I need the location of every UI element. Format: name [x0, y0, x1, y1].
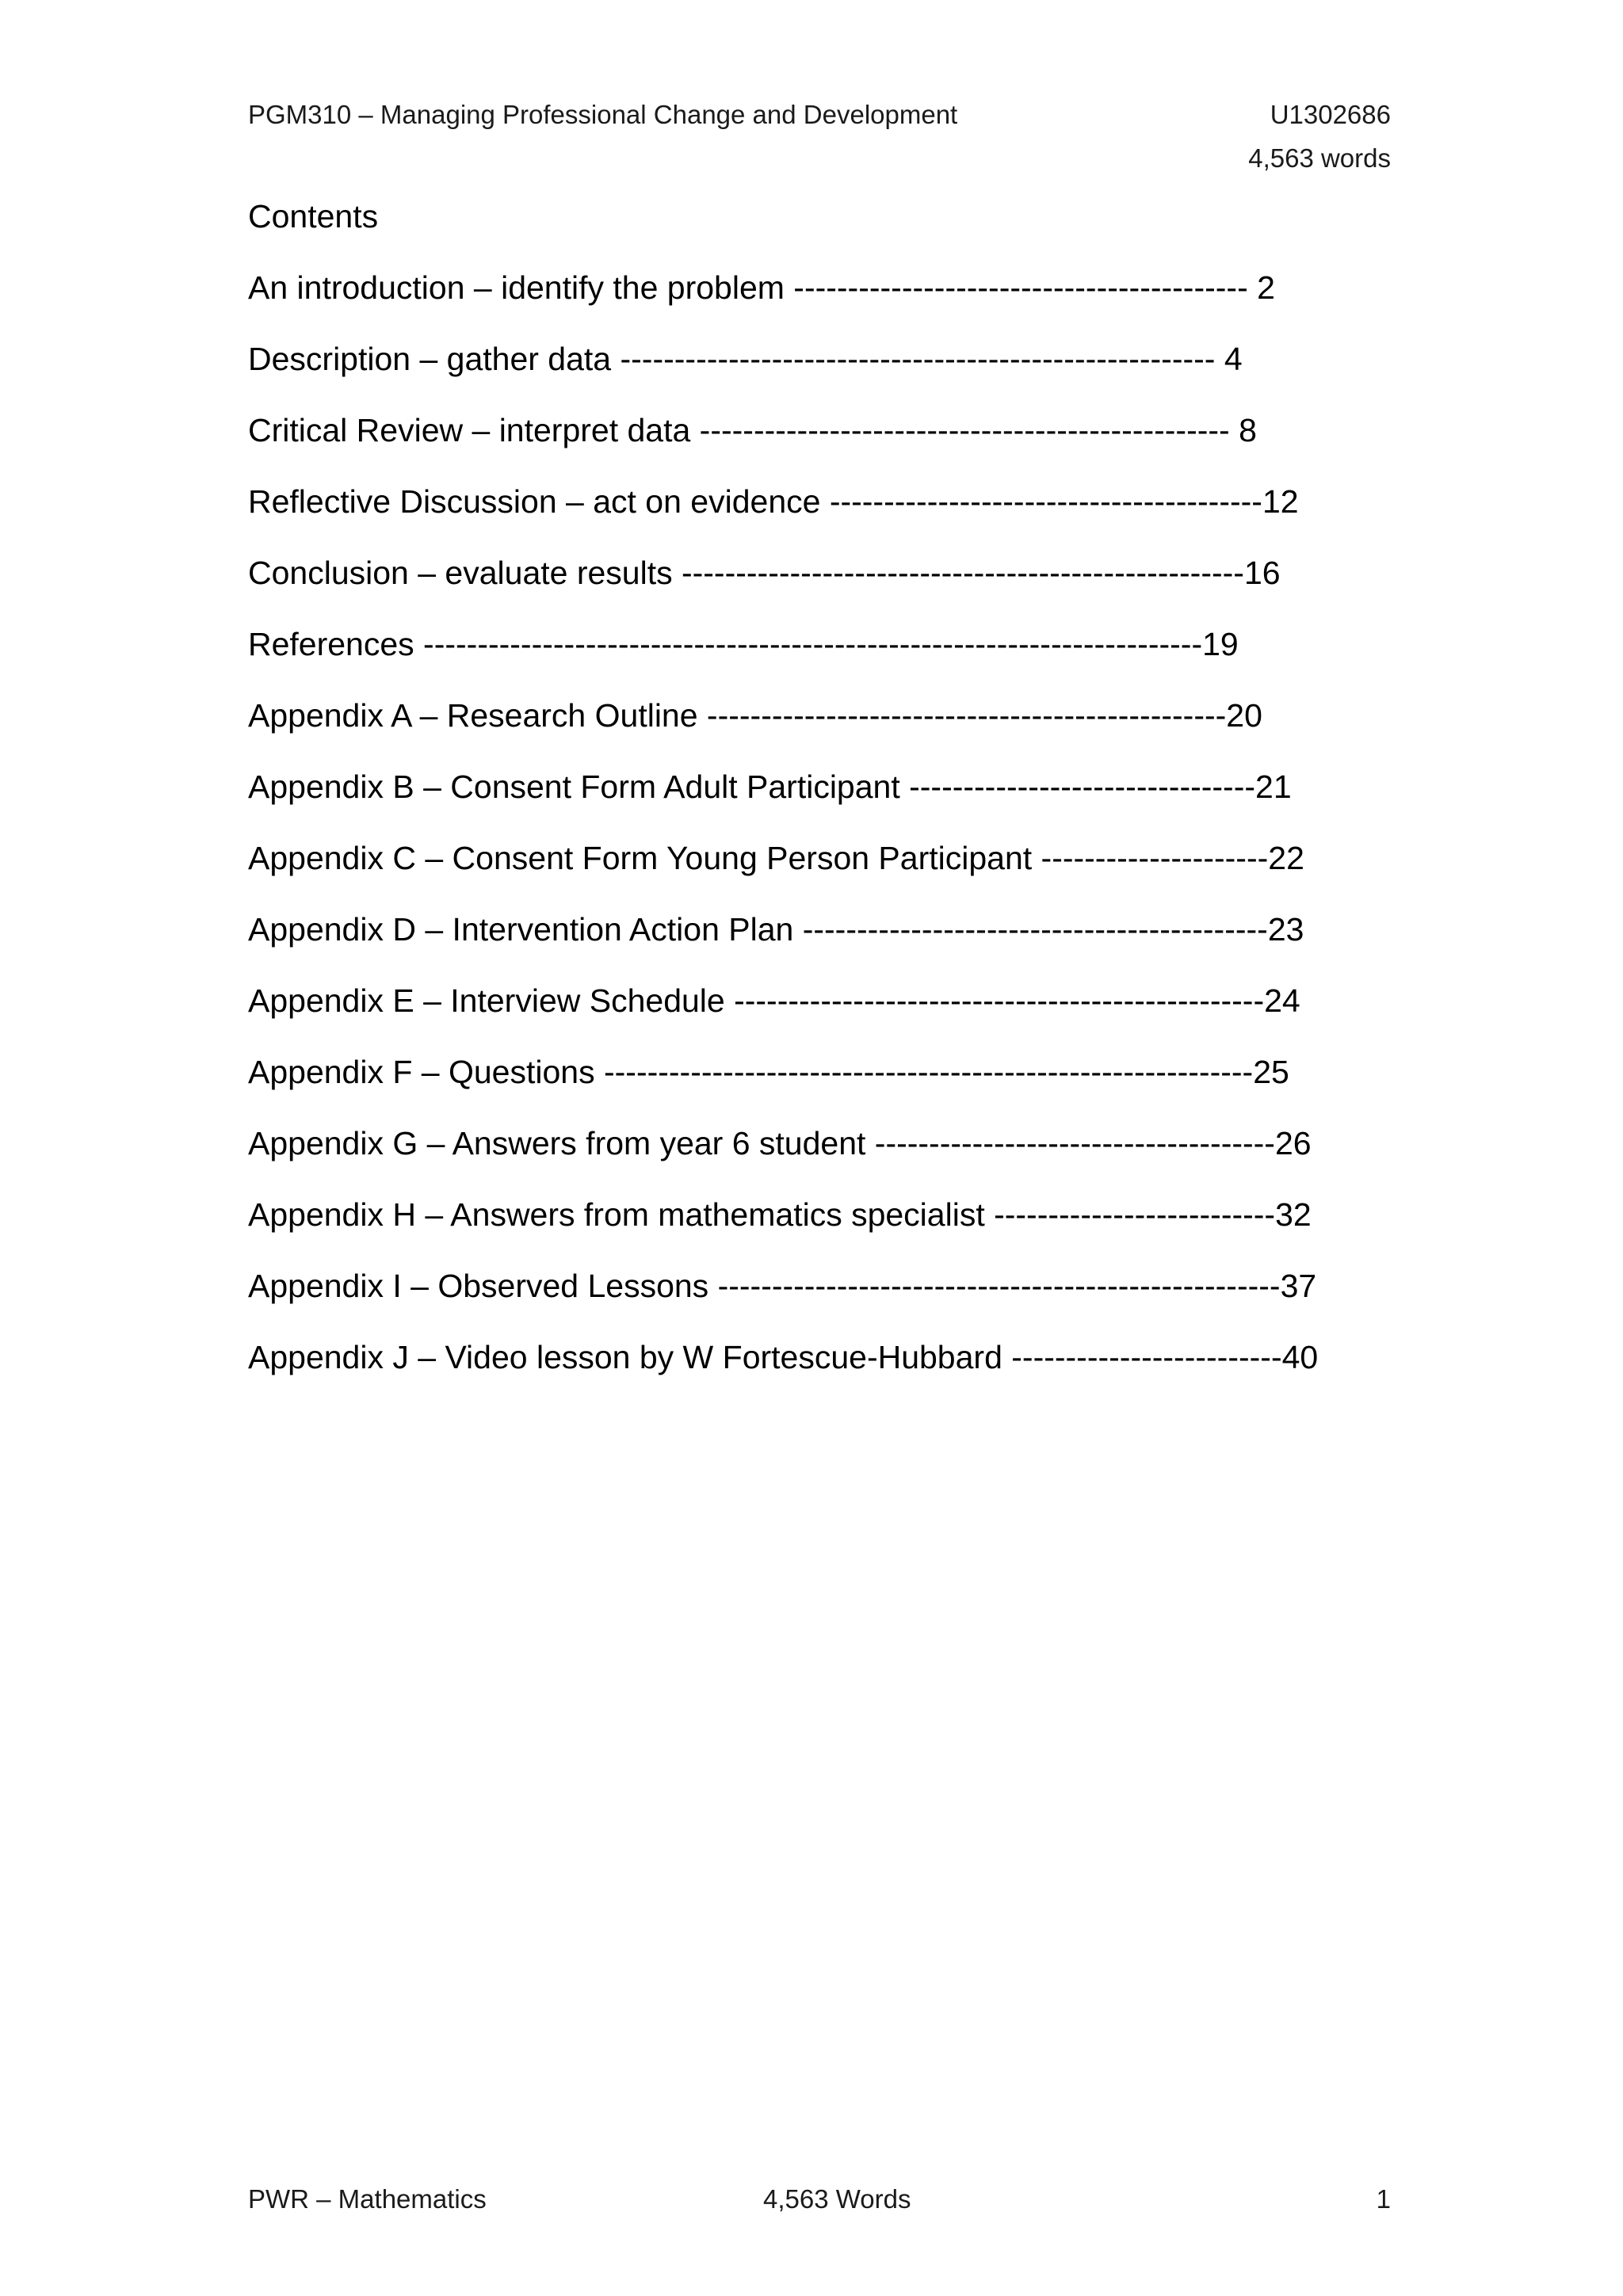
toc-entry-text: Appendix G – Answers from year 6 student -------------------------------------	[248, 1125, 1275, 1161]
toc-entry-text: Appendix C – Consent Form Young Person Participant ---------------------	[248, 840, 1269, 876]
toc-entry[interactable]	[248, 981, 1318, 1052]
toc-entry[interactable]	[248, 1052, 1318, 1123]
toc-entry-text: Critical Review – interpret data -------------------------------------------------	[248, 412, 1230, 448]
toc-entry[interactable]	[248, 268, 1318, 339]
toc-entry-page: 2	[1247, 269, 1275, 306]
toc-entry-text: Appendix B – Consent Form Adult Participant --------------------------------	[248, 769, 1256, 805]
toc-entry[interactable]	[248, 910, 1318, 981]
toc-entry-text: Appendix F – Questions ------------------------------------------------------------	[248, 1054, 1254, 1090]
toc-entry-text: Reflective Discussion – act on evidence ----------------------------------------	[248, 483, 1262, 520]
toc-entry[interactable]	[248, 482, 1318, 553]
toc-entry[interactable]	[248, 767, 1318, 838]
toc-entry[interactable]	[248, 696, 1318, 767]
toc-entry-page: 32	[1275, 1196, 1312, 1233]
toc-entry-text: Appendix D – Intervention Action Plan -------------------------------------------	[248, 911, 1268, 948]
toc-entry[interactable]	[248, 1123, 1318, 1195]
contents-heading: Contents	[248, 198, 379, 235]
toc-entry-page: 19	[1202, 626, 1239, 662]
toc-entry-page: 37	[1280, 1268, 1317, 1304]
toc-entry[interactable]	[248, 624, 1318, 696]
toc-entry-page: 16	[1243, 555, 1281, 591]
toc-entry-text: Appendix E – Interview Schedule -------------------------------------------------	[248, 982, 1265, 1019]
toc-entry-page: 25	[1253, 1054, 1289, 1090]
toc-entry[interactable]	[248, 339, 1318, 410]
toc-entry[interactable]	[248, 838, 1318, 910]
toc-entry-text: Appendix J – Video lesson by W Fortescue-Hubbard -------------------------	[248, 1339, 1282, 1375]
header-word-count: 4,563 words	[1248, 143, 1391, 173]
toc-entry-page: 22	[1268, 840, 1304, 876]
toc-entry[interactable]	[248, 1266, 1318, 1337]
footer-page-number: 1	[1376, 2184, 1391, 2214]
toc-entry-page: 21	[1255, 769, 1292, 805]
footer-subject: PWR – Mathematics	[248, 2184, 487, 2214]
toc-entry-page: 8	[1229, 412, 1257, 448]
toc-entry[interactable]	[248, 553, 1318, 624]
header-student-id: U1302686	[1270, 100, 1391, 129]
toc-entry-text: An introduction – identify the problem ------------------------------------------	[248, 269, 1248, 306]
toc-entry-page: 4	[1215, 341, 1243, 377]
toc-entry[interactable]	[248, 1195, 1318, 1266]
toc-entry-page: 23	[1267, 911, 1304, 948]
toc-entry-text: Appendix A – Research Outline ------------------------------------------------	[248, 697, 1227, 734]
toc-entry-page: 24	[1264, 982, 1300, 1019]
toc-entry-page: 12	[1262, 483, 1299, 520]
toc-entry-text: Appendix I – Observed Lessons ----------------------------------------------------	[248, 1268, 1281, 1304]
toc-entry-page: 26	[1274, 1125, 1312, 1161]
footer-word-count: 4,563 Words	[763, 2184, 911, 2214]
toc-entry-page: 20	[1226, 697, 1262, 734]
toc-entry-text: References ------------------------------------------------------------------------	[248, 626, 1203, 662]
toc-entry-text: Conclusion – evaluate results ----------------------------------------------------	[248, 555, 1244, 591]
toc-entry-text: Description – gather data -------------------------------------------------------	[248, 341, 1216, 377]
toc-entry-text: Appendix H – Answers from mathematics specialist --------------------------	[248, 1196, 1276, 1233]
header-course-title: PGM310 – Managing Professional Change and Development	[248, 100, 958, 129]
toc-entry-page: 40	[1281, 1339, 1319, 1375]
toc-entry[interactable]	[248, 410, 1318, 482]
table-of-contents	[248, 268, 1318, 1409]
toc-entry[interactable]	[248, 1337, 1318, 1409]
